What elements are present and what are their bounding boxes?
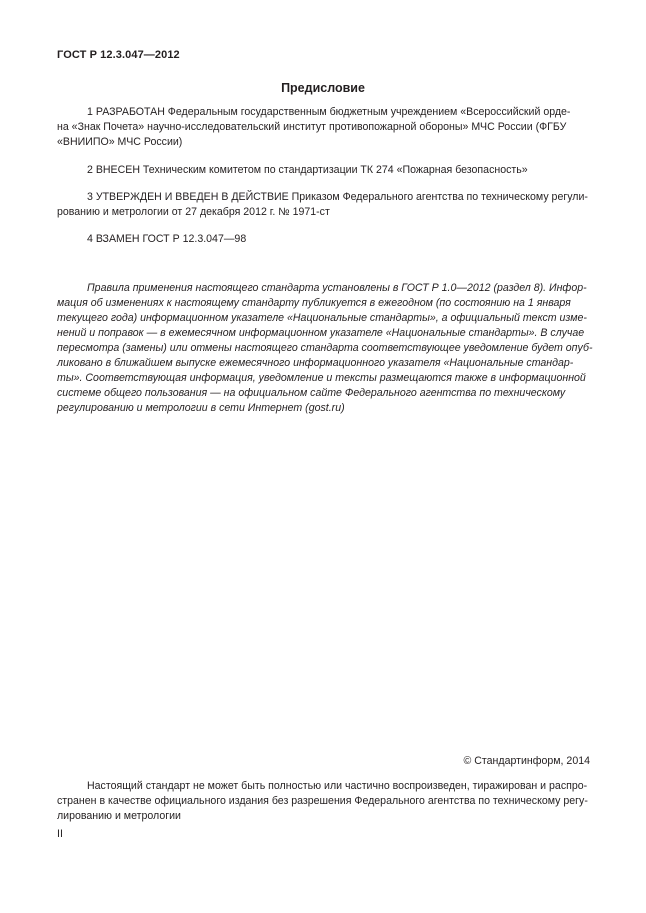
text-line: 3 УТВЕРЖДЕН И ВВЕДЕН В ДЕЙСТВИЕ Приказом Федерального агентства по техническому регули- xyxy=(87,191,588,203)
text-line: ты». Соответствующая информация, уведомление и тексты размещаются также в информационной xyxy=(57,372,586,384)
text-line: мация об изменениях к настоящему стандарту публикуется в ежегодном (по состоянию на 1 января xyxy=(57,297,571,309)
copyright-notice: © Стандартинформ, 2014 xyxy=(463,755,590,767)
foreword-item-4 xyxy=(57,232,590,247)
page-number: II xyxy=(57,828,63,840)
text-line: 1 РАЗРАБОТАН Федеральным государственным бюджетным учреждением «Всероссийский орде- xyxy=(87,106,571,118)
text-line: рованию и метрологии от 27 декабря 2012 г. № 1971-ст xyxy=(57,206,330,218)
text-line: лированию и метрологии xyxy=(57,810,181,822)
foreword-item-3 xyxy=(57,190,590,220)
text-line: на «Знак Почета» научно-исследовательский институт противопожарной обороны» МЧС России (ФГБУ xyxy=(57,121,567,133)
foreword-item-1 xyxy=(57,105,590,150)
document-code-header: ГОСТ Р 12.3.047—2012 xyxy=(57,49,180,61)
text-line: пересмотра (замены) или отмены настоящего стандарта соответствующее уведомление будет опуб- xyxy=(57,342,593,354)
text-line: регулированию и метрологии в сети Интернет (gost.ru) xyxy=(57,402,345,414)
text-line: Правила применения настоящего стандарта установлены в ГОСТ Р 1.0—2012 (раздел 8). Инфор- xyxy=(87,282,587,294)
text-line: 2 ВНЕСЕН Техническим комитетом по стандартизации ТК 274 «Пожарная безопасность» xyxy=(87,164,528,176)
page-title: Предисловие xyxy=(281,81,365,95)
application-rules-notice xyxy=(57,281,593,416)
text-line: системе общего пользования — на официальном сайте Федерального агентства по техническому xyxy=(57,387,566,399)
text-line: 4 ВЗАМЕН ГОСТ Р 12.3.047—98 xyxy=(87,233,247,245)
foreword-item-2 xyxy=(57,163,590,178)
text-line: Настоящий стандарт не может быть полностью или частично воспроизведен, тиражирован и распро- xyxy=(87,780,588,792)
text-line: ликовано в ближайшем выпуске ежемесячного информационного указателя «Национальные стандар- xyxy=(57,357,574,369)
reproduction-notice xyxy=(57,779,590,824)
text-line: странен в качестве официального издания без разрешения Федерального агентства по техническому регу- xyxy=(57,795,588,807)
text-line: текущего года) информационном указателе «Национальные стандарты», а официальный текст изме- xyxy=(57,312,587,324)
text-line: нений и поправок — в ежемесячном информационном указателе «Национальные стандарты». В случае xyxy=(57,327,585,339)
text-line: «ВНИИПО» МЧС России) xyxy=(57,136,183,148)
